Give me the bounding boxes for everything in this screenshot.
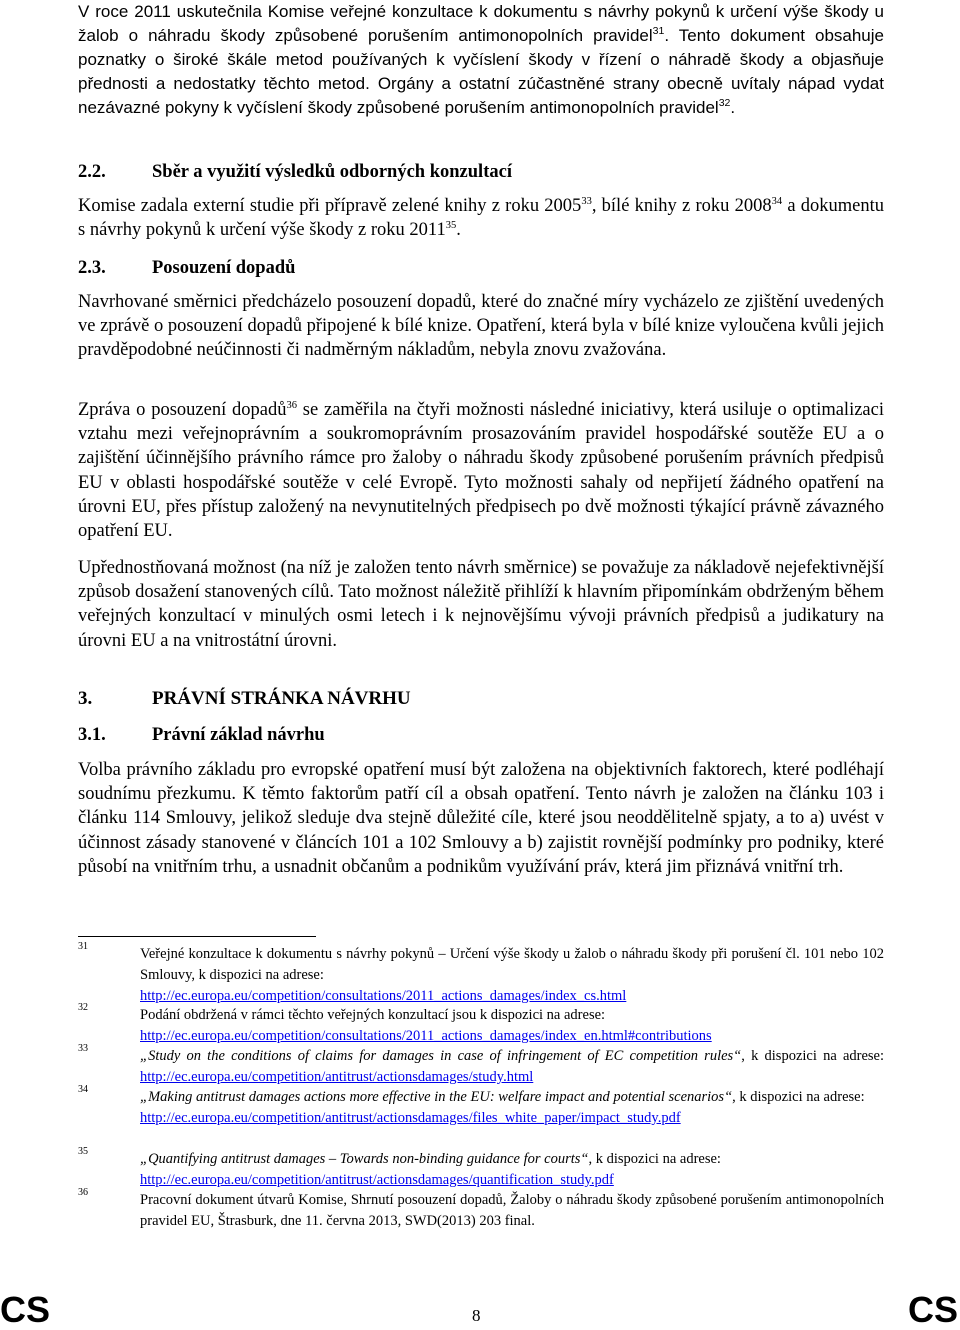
footer-language-right: CS xyxy=(907,1289,958,1330)
footnote-number: 32 xyxy=(78,1002,88,1013)
intro-text-1: V roce 2011 uskutečnila Komise veřejné konzultace k dokumentu s návrhy pokynů k určení výše škody u žalob o náhradu škody způsobené porušením antimonopolních pravidel xyxy=(78,2,884,45)
s22-text-1: Komise zadala externí studie při přípravě zelené knihy z roku 2005 xyxy=(78,196,582,216)
footnote-number: 36 xyxy=(78,1187,88,1198)
footnote-number: 33 xyxy=(78,1043,88,1054)
footnote-number: 31 xyxy=(78,941,88,952)
footnote-36 xyxy=(78,1187,884,1232)
footnote-text: Veřejné konzultace k dokumentu s návrhy pokynů – Určení výše škody u žalob o náhradu škody při porušení čl. 101 nebo 102 Smlouvy, k dispozici na adrese: xyxy=(140,946,884,983)
section-heading-2-2 xyxy=(78,160,512,184)
footnote-33 xyxy=(78,1043,885,1088)
footnote-title: „Making antitrust damages actions more effective in the EU: welfare impact and potential scenarios“ xyxy=(140,1089,733,1105)
section-2-2-paragraph xyxy=(78,194,884,242)
footnote-31 xyxy=(78,941,884,1007)
section-number: 2.3. xyxy=(78,258,106,278)
footnote-number: 34 xyxy=(78,1084,88,1095)
footnote-ref-36[interactable]: 36 xyxy=(286,400,297,411)
footnote-title: „Quantifying antitrust damages – Towards non-binding guidance for courts“ xyxy=(140,1151,589,1167)
footnote-text: , k dispozici na adrese: xyxy=(732,1089,865,1105)
footnote-ref-34[interactable]: 34 xyxy=(771,196,783,207)
footnote-text: , k dispozici na adrese: xyxy=(588,1151,721,1167)
s22-text-3: a dokumentu s návrhy pokynů k určení výše škody z roku 2011 xyxy=(78,196,885,241)
footnote-ref-31[interactable]: 31 xyxy=(652,25,665,37)
footnote-link[interactable]: http://ec.europa.eu/competition/consultations/2011_actions_damages/index_cs.html xyxy=(140,988,627,1004)
footnote-34 xyxy=(78,1084,884,1129)
footer-language-left: CS xyxy=(0,1289,51,1330)
section-title: PRÁVNÍ STRÁNKA NÁVRHU xyxy=(152,688,411,709)
intro-text-3: . xyxy=(730,98,736,117)
footnote-32 xyxy=(78,1002,884,1047)
footnote-link[interactable]: http://ec.europa.eu/competition/antitrust/actionsdamages/study.html xyxy=(140,1069,534,1085)
s22-text-2: , bílé knihy z roku 2008 xyxy=(591,196,772,216)
section-3-1-paragraph: Volba právního základu pro evropské opatření musí být založena na objektivních faktorech, které podléhají soudnímu přezkumu. K těmto faktorům patří cíl a obsah opatření. Tento návrh je založen na článku 103 i článku 114 Smlouvy, jelikož sleduje dva stejně důležité cíle, které jsou neoddělitelně spjaty, a to a) uvést v účinnost zásady stanovené v článcích 101 a 102 Smlouvy a b) zajistit rovnější podmínky pro podniky, které působí na vnitřním trhu, a usnadnit občanům a podnikům využívání práv, která jim přiznává vnitřní trh. xyxy=(78,760,884,877)
page-number: 8 xyxy=(472,1306,481,1325)
intro-paragraph xyxy=(78,0,884,120)
intro-text-2: . Tento dokument obsahuje poznatky o široké škále metod používaných k vyčíslení škody v řízení o náhradě škody a objasňuje přednosti a nedostatky těchto metod. Orgány a ostatní zúčastněné strany obecně uvítaly nápad vydat nezávazné pokyny k vyčíslení škody způsobené porušením antimonopolních pravidel xyxy=(78,26,884,117)
footnote-title: „Study on the conditions of claims for damages in case of infringement of EC competition rules“ xyxy=(140,1048,742,1064)
section-heading-2-3 xyxy=(78,256,295,280)
footnote-text: Podání obdržená v rámci těchto veřejných konzultací jsou k dispozici na adrese: xyxy=(140,1007,606,1023)
section-2-3-paragraph-3: Upřednostňovaná možnost (na níž je založen tento návrh směrnice) se považuje za nákladově nejefektivnější způsob dosažení stanovených cílů. Tato možnost náležitě přihlíží k hlavním připomínkám obdrženým během veřejných konzultací v minulých osmi letech i k nejnovějšímu vývoji právních předpisů a judikatury na úrovni EU a na vnitrostátní úrovni. xyxy=(78,558,884,651)
footnote-35 xyxy=(78,1146,884,1191)
footnote-number: 35 xyxy=(78,1146,88,1157)
section-2-3-paragraph-2 xyxy=(78,398,884,543)
section-title: Posouzení dopadů xyxy=(152,258,296,278)
section-heading-3 xyxy=(78,687,411,711)
section-heading-3-1 xyxy=(78,723,325,747)
section-2-3-paragraph-1: Navrhované směrnici předcházelo posouzení dopadů, které do značné míry vycházelo ze zjištění uvedených ve zprávě o posouzení dopadů připojené k bílé knize. Opatření, která byla v bílé knize vyloučena kvůli jejich pravděpodobné neúčinnosti či nadměrným nákladům, nebyla znovu zvažována. xyxy=(78,292,885,361)
section-number: 3.1. xyxy=(78,725,106,745)
section-title: Sběr a využití výsledků odborných konzultací xyxy=(152,162,512,182)
footnote-separator xyxy=(78,936,316,937)
footnote-ref-33[interactable]: 33 xyxy=(581,196,592,207)
footnote-ref-32[interactable]: 32 xyxy=(718,97,731,109)
section-title: Právní základ návrhu xyxy=(152,725,325,745)
s22-text-4: . xyxy=(456,220,461,241)
s23-p2-text-1: Zpráva o posouzení dopadů xyxy=(78,400,287,420)
footnote-ref-35[interactable]: 35 xyxy=(445,220,457,232)
section-number: 2.2. xyxy=(78,162,106,182)
section-number: 3. xyxy=(78,688,93,709)
footnote-link[interactable]: http://ec.europa.eu/competition/antitrust/actionsdamages/files_white_paper/impact_study.pdf xyxy=(140,1110,681,1126)
s23-p2-text-2: se zaměřila na čtyři možnosti následné iniciativy, která usiluje o optimalizaci vztahu mezi veřejnoprávním a soukromoprávním prosazováním pravidel hospodářské soutěže EU a o zajištění účinnějšího právního rámce pro žaloby o náhradu škody způsobené porušením právních předpisů EU v oblasti hospodářské soutěže v celé Evropě. Tyto možnosti sahaly od nepřijetí žádného opatření na úrovni EU, přes přístup založený na nevynutitelných předpisech po dvě možnosti týkající právně závazného opatření EU. xyxy=(78,400,884,542)
footnote-text: Pracovní dokument útvarů Komise, Shrnutí posouzení dopadů, Žaloby o náhradu škody způsobené porušením antimonopolních pravidel EU, Štrasburk, dne 11. června 2013, SWD(2013) 203 final. xyxy=(140,1192,884,1229)
footnote-link[interactable]: http://ec.europa.eu/competition/antitrust/actionsdamages/quantification_study.pdf xyxy=(140,1172,614,1188)
footnote-text: , k dispozici na adrese: xyxy=(741,1048,885,1064)
footnote-link[interactable]: http://ec.europa.eu/competition/consultations/2011_actions_damages/index_en.html#contributions xyxy=(140,1028,712,1044)
